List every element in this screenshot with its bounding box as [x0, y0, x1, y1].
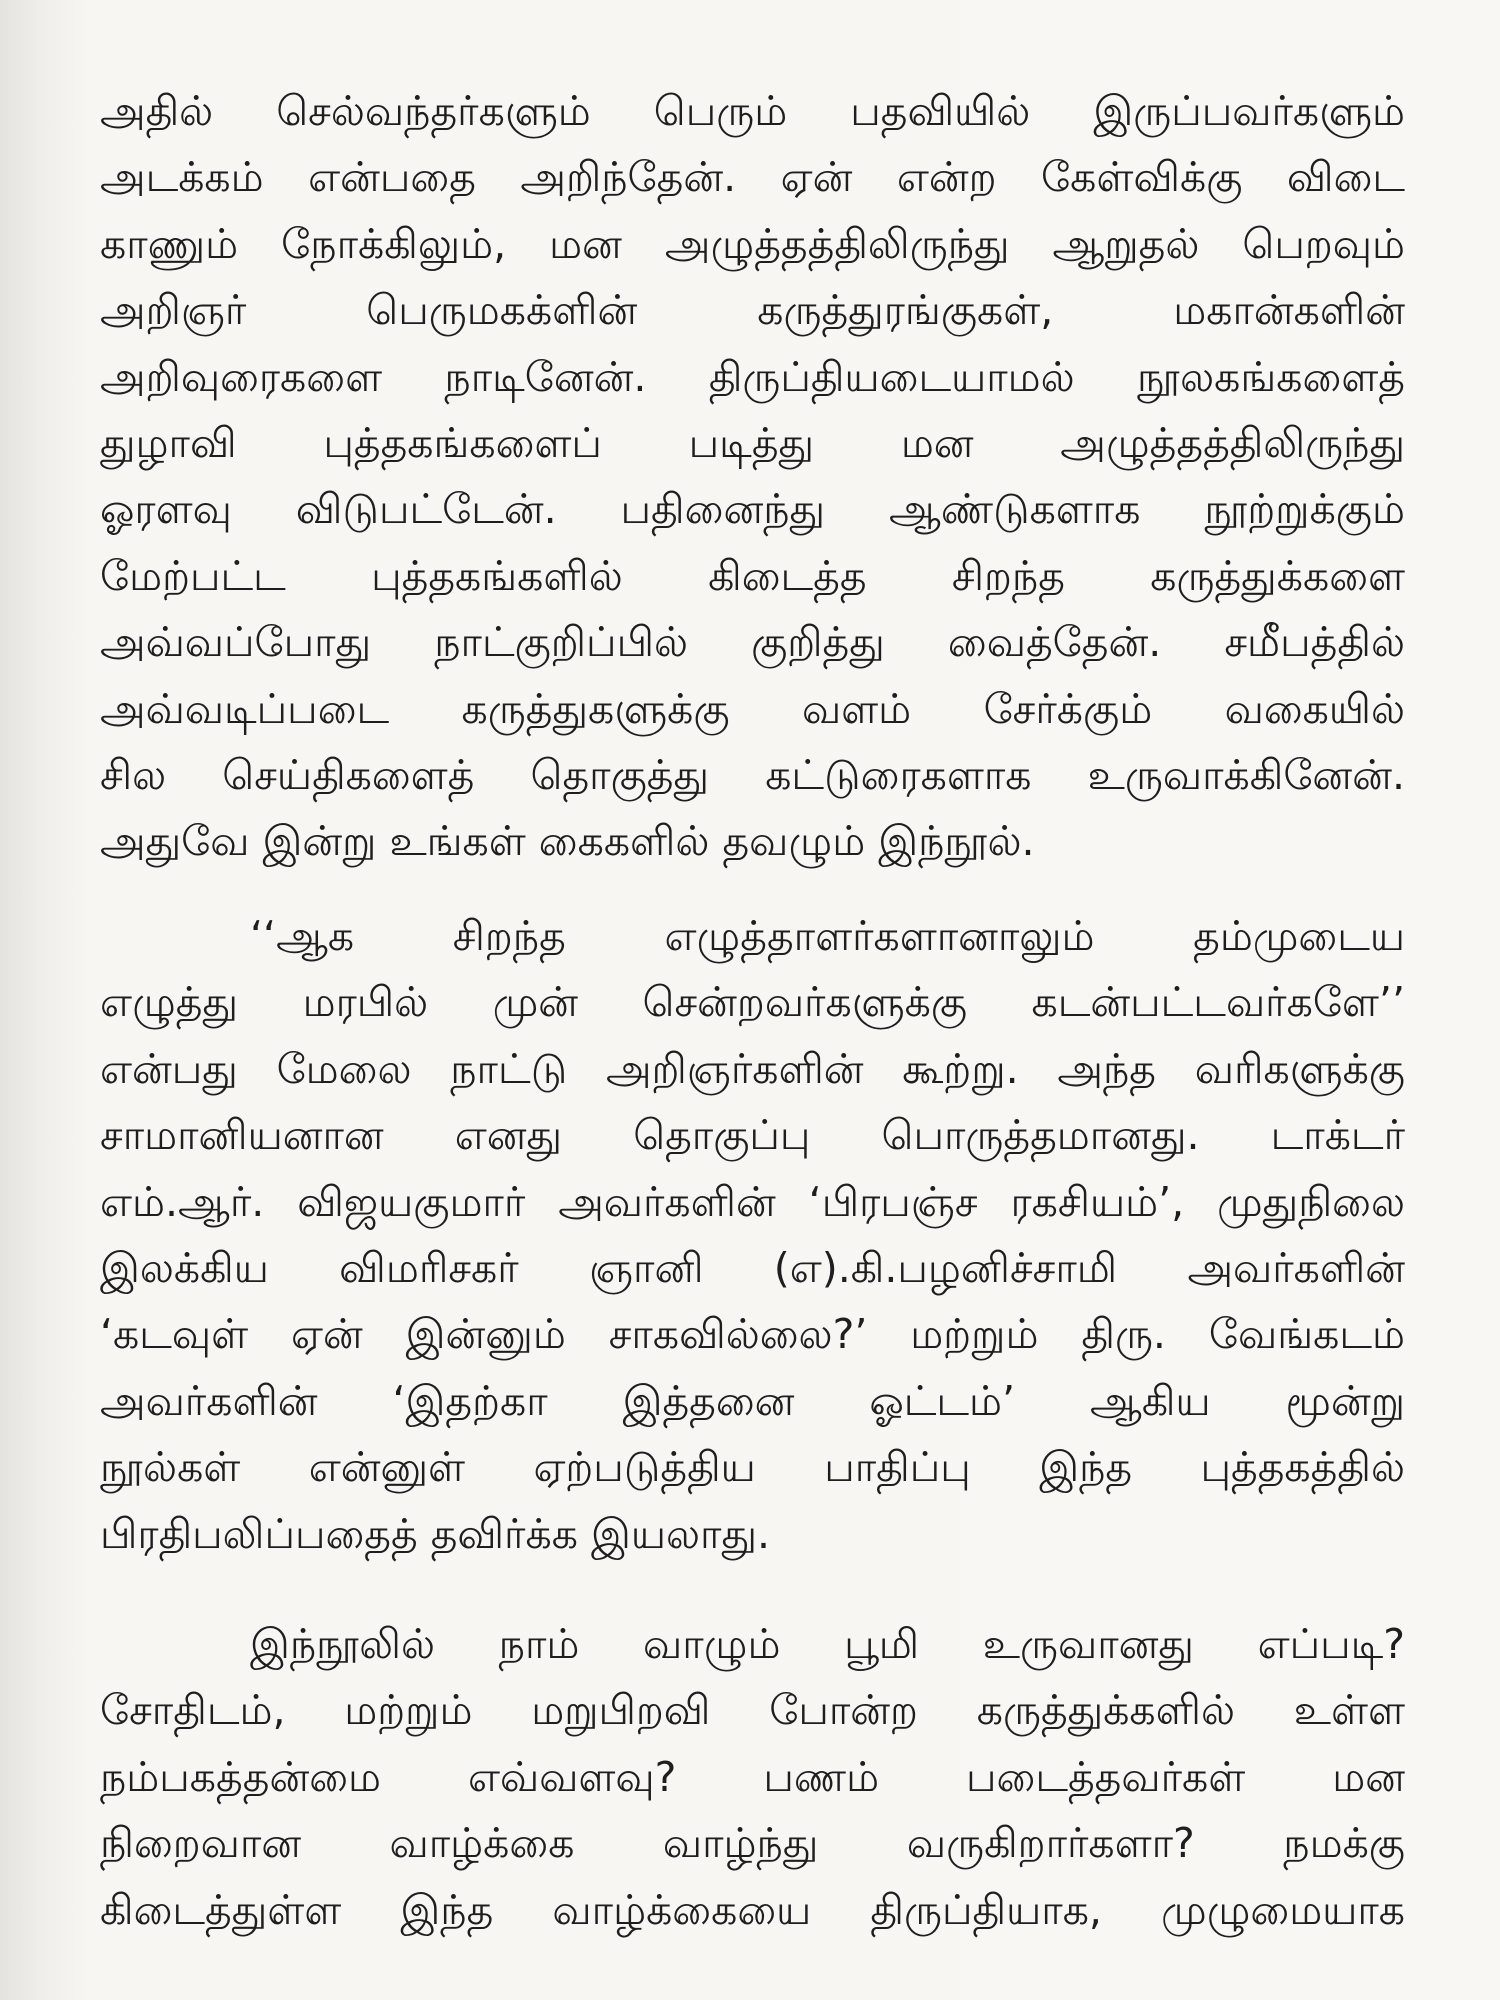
text-line: என்பது மேலை நாட்டு அறிஞர்களின் கூற்று. அந்த வரிகளுக்கு [100, 1044, 1405, 1093]
text-line: துழாவி புத்தகங்களைப் படித்து மன அழுத்தத்திலிருந்து [100, 419, 1405, 468]
text-line: நிறைவான வாழ்க்கை வாழ்ந்து வருகிறார்களா? நமக்கு [100, 1819, 1405, 1868]
text-line: அவ்வடிப்படை கருத்துகளுக்கு வளம் சேர்க்கும் வகையில் [100, 684, 1405, 733]
text-line: அறிஞர் பெருமகக்ளின் கருத்துரங்குகள், மகான்களின் [100, 286, 1405, 335]
text-line: எம்.ஆர். விஜயகுமார் அவர்களின் ‘பிரபஞ்ச ரகசியம்’, முதுநிலை [100, 1177, 1405, 1226]
text-line: நூல்கள் என்னுள் ஏற்படுத்திய பாதிப்பு இந்த புத்தகத்தில் [100, 1443, 1405, 1492]
text-line: அவ்வப்போது நாட்குறிப்பில் குறித்து வைத்தேன். சமீபத்தில் [100, 618, 1405, 667]
page-text [100, 78, 1405, 1943]
text-line: நம்பகத்தன்மை எவ்வளவு? பணம் படைத்தவர்கள் மன [100, 1752, 1405, 1801]
text-line: மேற்பட்ட புத்தகங்களில் கிடைத்த சிறந்த கருத்துக்களை [100, 551, 1405, 600]
text-line: கிடைத்துள்ள இந்த வாழ்க்கையை திருப்தியாக, முழுமையாக [100, 1885, 1405, 1934]
text-line: ‘கடவுள் ஏன் இன்னும் சாகவில்லை?’ மற்றும் திரு. வேங்கடம் [100, 1310, 1405, 1359]
text-line: இந்நூலில் நாம் வாழும் பூமி உருவானது எப்படி? [250, 1619, 1405, 1668]
text-line: காணும் நோக்கிலும், மன அழுத்தத்திலிருந்து ஆறுதல் பெறவும் [100, 219, 1405, 268]
text-line: சோதிடம், மற்றும் மறுபிறவி போன்ற கருத்துக்களில் உள்ள [100, 1686, 1405, 1735]
text-line: பிரதிபலிப்பதைத் தவிர்க்க இயலாது. [100, 1509, 771, 1558]
text-line: சில செய்திகளைத் தொகுத்து கட்டுரைகளாக உருவாக்கினேன். [100, 751, 1405, 800]
text-line: அடக்கம் என்பதை அறிந்தேன். ஏன் என்ற கேள்விக்கு விடை [100, 153, 1405, 202]
text-line: சாமானியனான எனது தொகுப்பு பொருத்தமானது. டாக்டர் [100, 1111, 1405, 1160]
text-line: இலக்கிய விமரிசகர் ஞானி (எ).கி.பழனிச்சாமி அவர்களின் [100, 1243, 1405, 1292]
text-line: ஓரளவு விடுபட்டேன். பதினைந்து ஆண்டுகளாக நூற்றுக்கும் [100, 485, 1405, 534]
text-line: எழுத்து மரபில் முன் சென்றவர்களுக்கு கடன்பட்டவர்களே’’ [100, 978, 1405, 1027]
text-line: அதில் செல்வந்தர்களும் பெரும் பதவியில் இருப்பவர்களும் [100, 87, 1405, 135]
text-line: அவர்களின் ‘இதற்கா இத்தனை ஓட்டம்’ ஆகிய மூன்று [100, 1376, 1405, 1425]
paragraph-3 [100, 1611, 1405, 1943]
paragraph-1 [100, 78, 1405, 875]
paragraph-2 [100, 903, 1405, 1567]
text-line: ‘‘ஆக சிறந்த எழுத்தாளர்களானாலும் தம்முடைய [250, 911, 1405, 960]
text-line: அதுவே இன்று உங்கள் கைகளில் தவழும் இந்நூல். [100, 817, 1035, 866]
text-line: அறிவுரைகளை நாடினேன். திருப்தியடையாமல் நூலகங்களைத் [100, 352, 1405, 401]
